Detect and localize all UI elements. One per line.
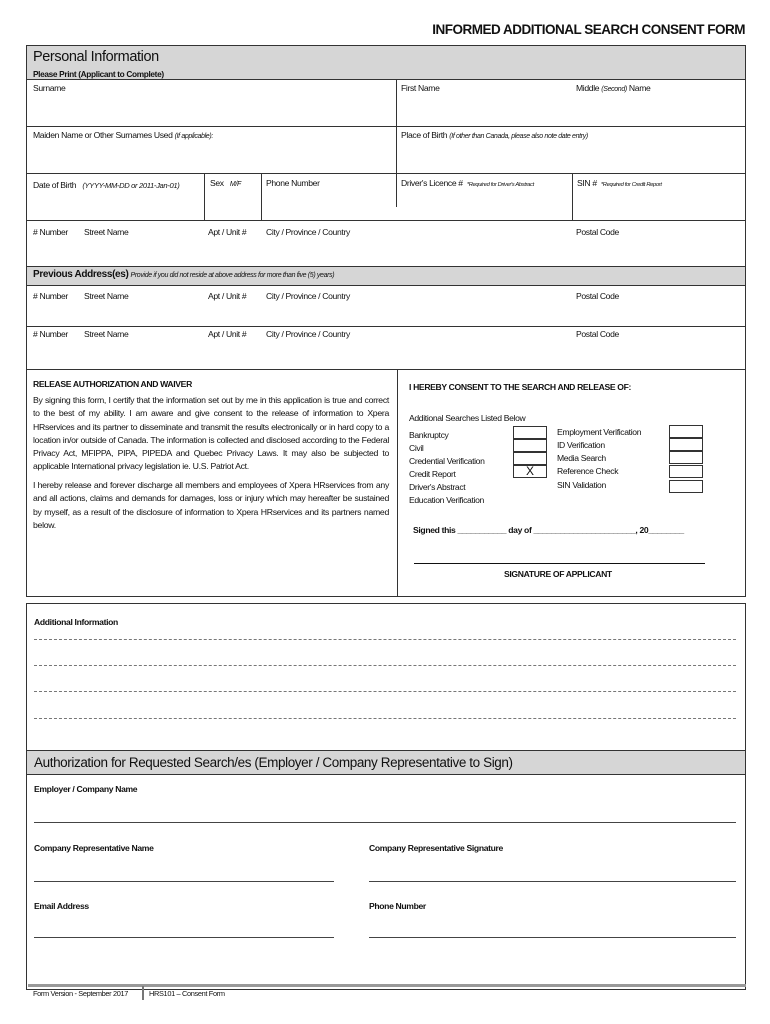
- checkbox-employment[interactable]: [669, 425, 703, 438]
- current-address-field[interactable]: [27, 221, 745, 265]
- surname-field[interactable]: [27, 80, 395, 126]
- checkbox-media[interactable]: [669, 451, 703, 464]
- signature-label: SIGNATURE OF APPLICANT: [504, 569, 612, 579]
- sex-field[interactable]: [205, 174, 260, 220]
- additional-info-line-4[interactable]: [34, 718, 736, 719]
- postal-label: Postal Code: [576, 227, 619, 237]
- middle-name-label: Middle (Second) Name: [576, 83, 651, 93]
- footer-code: HRS101 – Consent Form: [149, 989, 225, 998]
- sex-label: Sex M/F: [210, 178, 241, 188]
- phone-field[interactable]: [262, 174, 395, 220]
- additional-info-label: Additional Information: [34, 617, 118, 627]
- print-instruction: Please Print (Applicant to Complete): [33, 69, 164, 79]
- release-heading: RELEASE AUTHORIZATION AND WAIVER: [33, 379, 192, 389]
- dob-label: Date of Birth (YYYY-MM-DD or 2011-Jan-01): [33, 180, 180, 190]
- search-drivers-abstract-label: Driver's Abstract: [409, 482, 466, 492]
- first-name-label: First Name: [401, 83, 440, 93]
- search-credential-label: Credential Verification: [409, 456, 485, 466]
- prev1-postal-label: Postal Code: [576, 291, 619, 301]
- consent-heading: I HEREBY CONSENT TO THE SEARCH AND RELEASE OF:: [409, 382, 632, 392]
- prev2-street-label: Street Name: [84, 329, 129, 339]
- email-label: Email Address: [34, 901, 89, 911]
- number-label: # Number: [33, 227, 68, 237]
- first-name-field[interactable]: [397, 80, 572, 126]
- search-sin-label: SIN Validation: [557, 480, 606, 490]
- previous-address-heading: Previous Address(es) Provide if you did not reside at above address for more than five (5) years): [33, 269, 335, 280]
- employer-line[interactable]: [34, 822, 736, 823]
- release-paragraph-1: By signing this form, I certify that the information set out by me in this application is true and correct to the best of my ability. I am aware and give consent to the release of information to Xpera HRservices and its partner to disseminate and transmit the results electronically or in hard copy to a location in/or outside of Canada. The information is collected and disclosed according to the Federal Privacy Act, MFIPPA, PIPA, PIPEDA and Quebec Privacy Laws. It may also be subjected to applicable International privacy legislation ie. U.S. Patriot Act.: [33, 395, 389, 472]
- prev2-postal-label: Postal Code: [576, 329, 619, 339]
- search-bankruptcy-label: Bankruptcy: [409, 430, 449, 440]
- place-of-birth-label: Place of Birth (If other than Canada, please also note date entry): [401, 130, 588, 140]
- release-paragraph-2: I hereby release and forever discharge all members and employees of Xpera HRservices from any and all actions, claims and demands for damages, loss or injury which may hereafter be sustained by myself, as a result of the disclosure of information to Xpera HRservices and its partners named below.: [33, 480, 389, 530]
- checkbox-credit-report[interactable]: X: [513, 465, 547, 478]
- footer-rule: [28, 984, 746, 987]
- sin-field[interactable]: [573, 174, 745, 220]
- additional-info-section: [26, 603, 746, 990]
- prev2-apt-label: Apt / Unit #: [208, 329, 247, 339]
- street-label: Street Name: [84, 227, 129, 237]
- previous-address-1-field[interactable]: [27, 286, 745, 326]
- email-line[interactable]: [34, 937, 334, 938]
- phone-label: Phone Number: [266, 178, 320, 188]
- search-education-label: Education Verification: [409, 495, 484, 505]
- signature-line[interactable]: [414, 563, 705, 564]
- phone-label-auth: Phone Number: [369, 901, 426, 911]
- checkbox-reference[interactable]: [669, 465, 703, 478]
- dob-field[interactable]: [27, 174, 203, 220]
- surname-label: Surname: [33, 83, 66, 93]
- middle-name-field[interactable]: [574, 80, 744, 126]
- place-of-birth-field[interactable]: [397, 127, 745, 173]
- drivers-licence-label: Driver's Licence # *Required for Driver's Abstract: [401, 178, 534, 188]
- additional-info-line-3[interactable]: [34, 691, 736, 692]
- additional-info-line-1[interactable]: [34, 639, 736, 640]
- personal-info-heading: Personal Information: [33, 49, 159, 65]
- search-credit-label: Credit Report: [409, 469, 456, 479]
- employer-label: Employer / Company Name: [34, 784, 138, 794]
- rep-signature-line[interactable]: [369, 881, 736, 882]
- city-label: City / Province / Country: [266, 227, 350, 237]
- checkbox-sin-validation[interactable]: [669, 480, 703, 493]
- sin-label: SIN # *Required for Credit Report: [577, 178, 662, 188]
- rep-name-label: Company Representative Name: [34, 843, 154, 853]
- prev1-street-label: Street Name: [84, 291, 129, 301]
- authorization-heading: Authorization for Requested Search/es (Employer / Company Representative to Sign): [34, 755, 513, 770]
- search-media-label: Media Search: [557, 453, 606, 463]
- prev1-apt-label: Apt / Unit #: [208, 291, 247, 301]
- apt-label: Apt / Unit #: [208, 227, 247, 237]
- search-reference-label: Reference Check: [557, 466, 619, 476]
- drivers-licence-field[interactable]: [397, 174, 571, 220]
- form-title: INFORMED ADDITIONAL SEARCH CONSENT FORM: [432, 22, 745, 37]
- checkbox-bankruptcy[interactable]: [513, 426, 547, 439]
- rep-name-line[interactable]: [34, 881, 334, 882]
- additional-searches-label: Additional Searches Listed Below: [409, 413, 526, 423]
- checkbox-civil[interactable]: [513, 439, 547, 452]
- prev2-city-label: City / Province / Country: [266, 329, 350, 339]
- maiden-name-label: Maiden Name or Other Surnames Used (If applicable):: [33, 130, 213, 140]
- additional-info-line-2[interactable]: [34, 665, 736, 666]
- search-civil-label: Civil: [409, 443, 424, 453]
- prev1-city-label: City / Province / Country: [266, 291, 350, 301]
- signed-this-line[interactable]: Signed this ___________ day of _______________________, 20________: [413, 525, 684, 535]
- search-employment-label: Employment Verification: [557, 427, 642, 437]
- search-id-label: ID Verification: [557, 440, 605, 450]
- prev1-number-label: # Number: [33, 291, 68, 301]
- maiden-name-field[interactable]: [27, 127, 395, 173]
- prev2-number-label: # Number: [33, 329, 68, 339]
- previous-address-2-field[interactable]: [27, 327, 745, 369]
- footer-divider: [142, 986, 144, 1000]
- checkbox-id[interactable]: [669, 438, 703, 451]
- footer-version: Form Version - September 2017: [33, 989, 129, 998]
- rep-signature-label: Company Representative Signature: [369, 843, 503, 853]
- phone-line[interactable]: [369, 937, 736, 938]
